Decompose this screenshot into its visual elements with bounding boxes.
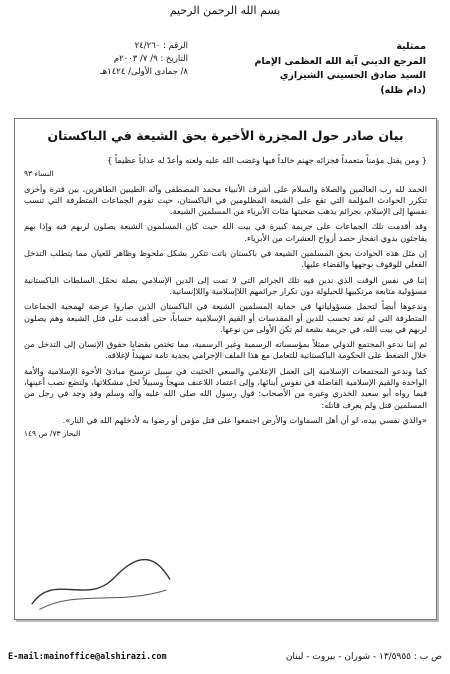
paragraph-1: الحمد لله رب العالمين والصلاة والسلام على أشرف الأنبياء محمد المصطفى وآله الطيبين الطاهرين، بين فترة وأخرى تتكرر الحوادث المؤلمة التي تقع على الشيعة المظلومين في الباكستان، حيث تقوم الجماعات المتطرفة التي تنسب نفسها إلى الإسلام، بجرائم يذهب ضحيتها مئات الأبرياء من المسلمين الشيعة. xyxy=(24,183,427,217)
office-line-4: (دام ظله) xyxy=(380,84,426,96)
statement-title: بيان صادر حول المجزرة الأخيرة بحق الشيعة في الباكستان xyxy=(47,128,404,143)
paragraph-6: ثم إننا ندعو المجتمع الدولي ممثلاً بمؤسساته الرسمية وغير الرسمية، مما تختص بقضايا حقوق الإنسان إلى التدخل من خلال الضغط على الحكومة الباكستانية للتعامل مع هذا الملف الإجرامي بجدية تامة تمهيداً لإغلاقه. xyxy=(24,339,427,361)
gregorian-date: التاريخ : ٩/ ٧/ ٢٠٠٣م xyxy=(113,54,188,64)
paragraph-3: إن مثل هذه الحوادث بحق المسلمين الشيعة في باكستان باتت تتكرر بشكل ملحوظ وظاهر للعيان مما يتطلب التدخل الفعلي للوقوف بوجهها والقضاء عليها. xyxy=(24,248,427,270)
office-line-3: السيد صادق الحسيني الشيرازي xyxy=(279,70,426,81)
quran-quote: { ومن يقتل مؤمناً متعمداً فجزائه جهنم خالداً فيها وغضب الله عليه ولعنه وأعدّ له عذاباً عظيماً } xyxy=(107,155,427,165)
basmala: بسم الله الرحمن الرحيم xyxy=(169,4,281,17)
paragraph-4: إننا في نفس الوقت الذي ندين فيه تلك الجرائم التي لا تمت إلى الدين الإسلامي بصلة نحمّل السلطات الباكستانية مسؤولية متابعة مرتكبيها للحيلولة دون تكرار جرائمهم اللاإسلامية واللاإنسانية. xyxy=(24,274,427,296)
quote-reference: النساء ٩٣ xyxy=(24,169,54,179)
postal-address: ص ب : ١٣/٥٩٥٥ - شوران - بيروت - لبنان xyxy=(285,652,442,662)
office-header xyxy=(211,40,426,98)
statement-frame xyxy=(14,118,437,620)
paragraph-2: وقد أقدمت تلك الجماعات على جريمة كبيرة في بيت الله حيث كان المسلمون الشيعة يصلون لربهم فيه وإذا بهم يفاجئون بدوي انفجار حصد أرواح العشرات من الأبرياء. xyxy=(24,221,427,243)
office-line-1: ممثلية xyxy=(396,41,426,52)
letter-footer xyxy=(0,652,450,668)
document-meta xyxy=(38,40,188,79)
hijri-date: ٨/ جمادى الأولى/ ١٤٢٤هـ xyxy=(100,67,188,77)
signature-flourish xyxy=(23,549,178,616)
signature-stamp xyxy=(23,549,178,616)
statement-body xyxy=(24,155,427,444)
reference-number: الرقم : ٢٤/٢٦٠ xyxy=(134,41,188,51)
hadith-reference: البحار ٧٣/ ص ١٤٩ xyxy=(24,429,81,439)
paragraph-5: وندعوها أيضاً لتحمل مسؤولياتها في حماية المسلمين الشيعة في الباكستان الذين صاروا عرضة لهمجية الجماعات المتطرفة التي لم تعد تحسب للدين أو المقدسات أو القيم الإسلامية حساباً، حتى أقدمت على قتل الشيعة وهم يصلون لربهم في بيت الله، في جريمة بشعة لم تكن الأولى من نوعها. xyxy=(24,301,427,334)
contact-email[interactable]: E-mail:mainoffice@alshirazi.com xyxy=(8,652,167,662)
hadith-quote: «والذي نفسي بيده، لو أن أهل السماوات والأرض اجتمعوا على قتل مؤمن أو رضوا به لأدخلهم الله في النار». xyxy=(62,414,427,425)
office-line-2: المرجع الديني آية الله العظمى الإمام xyxy=(254,55,426,67)
paragraph-7: كما وندعو المجتمعات الإسلامية إلى العمل الإعلامي والسعي الحثيث في سبيل ترسيخ مبادئ الأخوة الإسلامية والأمة الواحدة والقيم الإسلامية الفاضلة في نفوس أبنائها، وإلى اعتماد اللاعنف منهجاً وسبيلاً لحل مشكلاتها، ولتضع نصب أعينها، فيما رواه أبو سعيد الخدري وغيره من الأصحاب: قول رسول الله صلى الله عليه وآله وسلم وقد وجد في رجل من المسلمين قتل ولم يعرف قاتله: xyxy=(24,365,427,410)
